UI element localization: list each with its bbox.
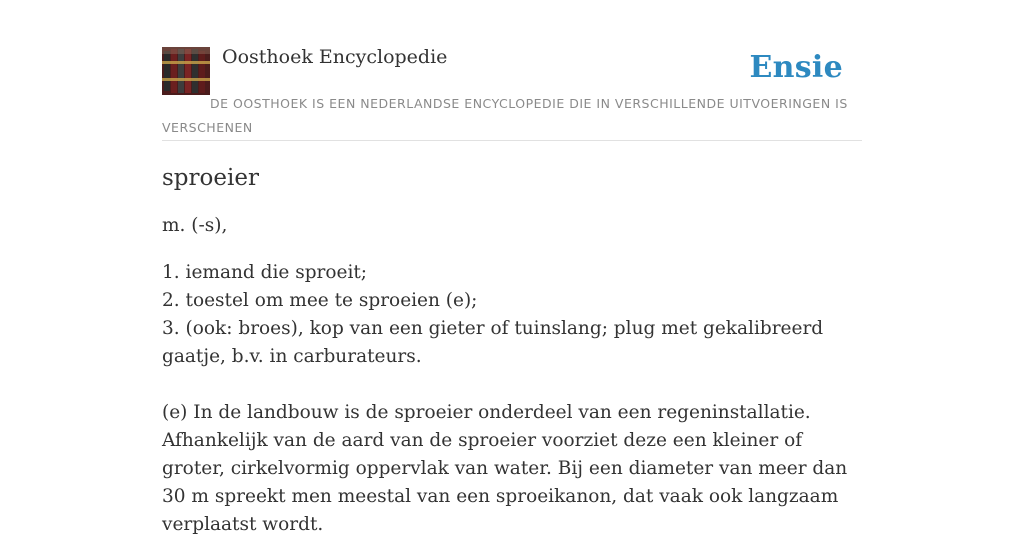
- source-title[interactable]: Oosthoek Encyclopedie: [222, 46, 448, 68]
- source-header: [162, 44, 862, 141]
- entry-headword: sproeier: [162, 165, 259, 191]
- sense-item: 2. toestel om mee te sproeien (e);: [162, 290, 478, 311]
- entry-content: [162, 160, 862, 539]
- brand-logo[interactable]: Ensie: [749, 50, 843, 85]
- entry-note: (e) In de landbouw is de sproeier onderdeel van een regeninstallatie. Afhankelijk van de aard van de sproeier voorziet deze een kleiner of groter, cirkelvormig oppervlak van water. Bij een diameter van meer dan 30 m spreekt men meestal van een sproeikanon, dat vaak ook langzaam verplaatst wordt.: [162, 402, 848, 535]
- entry-grammar: m. (-s),: [162, 215, 228, 236]
- sense-item: 3. (ook: broes), kop van een gieter of tuinslang; plug met gekalibreerd gaatje, b.v. in carburateurs.: [162, 318, 824, 367]
- source-description: DE OOSTHOEK IS EEN NEDERLANDSE ENCYCLOPEDIE DIE IN VERSCHILLENDE UITVOERINGEN IS VERSCHENEN: [162, 96, 848, 135]
- encyclopedia-books-icon[interactable]: [162, 47, 210, 95]
- sense-item: 1. iemand die sproeit;: [162, 262, 368, 283]
- entry-senses: [162, 259, 862, 371]
